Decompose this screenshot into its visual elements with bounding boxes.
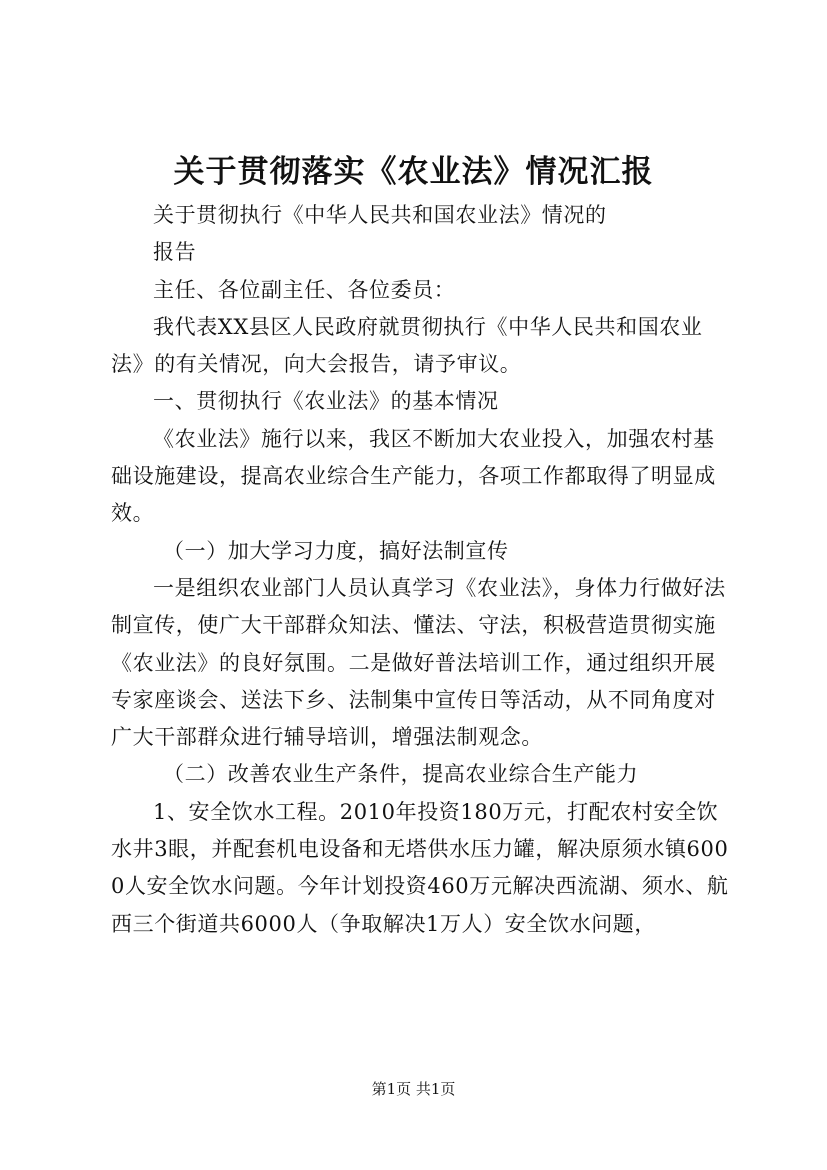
page-footer: 第1页 共1页 <box>371 1080 456 1098</box>
paragraph: 我代表XX县区人民政府就贯彻执行《中华人民共和国农业法》的有关情况，向大会报告，请予审议。 <box>111 314 703 377</box>
subsection-heading: （二）改善农业生产条件，提高农业综合生产能力 <box>163 762 639 787</box>
subtitle-line-2: 报告 <box>153 240 197 265</box>
subsection-heading: （一）加大学习力度，搞好法制宣传 <box>163 538 509 563</box>
paragraph: 《农业法》施行以来，我区不断加大农业投入，加强农村基础设施建设，提高农业综合生产能力，各项工作都取得了明显成效。 <box>111 426 716 526</box>
subtitle-line: 关于贯彻执行《中华人民共和国农业法》情况的 <box>153 203 607 227</box>
document-body <box>111 197 733 943</box>
paragraph: 1、安全饮水工程。2010年投资180万元，打配农村安全饮水井3眼，并配套机电设备和无塔供水压力罐，解决原须水镇6000人安全饮水问题。今年计划投资460万元解决西流湖、须水、航西三个街道共6000人（争取解决1万人）安全饮水问题， <box>111 799 729 936</box>
salutation: 主任、各位副主任、各位委员： <box>153 277 456 302</box>
paragraph: 一是组织农业部门人员认真学习《农业法》，身体力行做好法制宣传，使广大干部群众知法、懂法、守法，积极营造贯彻实施《农业法》的良好氛围。二是做好普法培训工作，通过组织开展专家座谈会、送法下乡、法制集中宣传日等活动，从不同角度对广大干部群众进行辅导培训，增强法制观念。 <box>111 575 726 750</box>
document-title: 关于贯彻落实《农业法》情况汇报 <box>173 154 654 190</box>
section-heading: 一、贯彻执行《农业法》的基本情况 <box>153 389 499 414</box>
